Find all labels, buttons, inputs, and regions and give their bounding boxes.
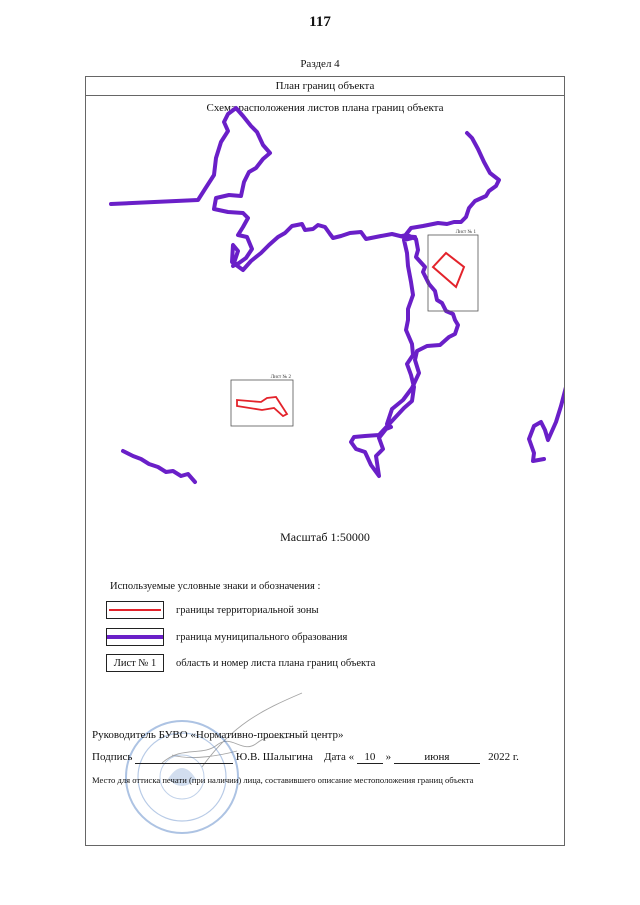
page-number: 117 xyxy=(309,14,331,30)
signature-line xyxy=(92,751,519,764)
municipal-boundary-east xyxy=(351,235,458,476)
legend-title: Используемые условные знаки и обозначения : xyxy=(110,581,321,592)
zone-boundary-sheet-2 xyxy=(237,397,287,416)
scheme-title: Схема расположения листов плана границ объекта xyxy=(206,102,444,114)
legend-item-sheet-area xyxy=(106,653,375,673)
date-label: Дата « xyxy=(323,751,355,763)
sheet-2-label: Лист № 2 xyxy=(270,375,291,380)
legend-item-municipal-boundary xyxy=(106,627,347,647)
legend-symbol-red-line xyxy=(106,601,164,619)
date-day: 10 xyxy=(357,751,383,764)
date-year: 2022 г. xyxy=(488,751,519,763)
frame-title: План границ объекта xyxy=(86,77,564,96)
legend-item-zone-boundary xyxy=(106,600,319,620)
map-scheme xyxy=(86,96,564,516)
stamp-note: Место для оттиска печати (при наличии) лица, составившего описание местоположения границ объекта xyxy=(92,775,474,785)
signer-name: Ю.В. Шалыгина xyxy=(235,751,313,763)
sheet-2-box xyxy=(231,380,293,426)
legend-symbol-sheet-box: Лист № 1 xyxy=(106,654,164,672)
municipal-boundary-north xyxy=(111,108,499,270)
municipal-boundary-far-east xyxy=(529,371,564,461)
legend-label: область и номер листа плана границ объекта xyxy=(176,657,376,669)
scale-label: Масштаб 1:50000 xyxy=(280,530,370,544)
section-label: Раздел 4 xyxy=(300,58,340,70)
municipal-boundary-southwest xyxy=(123,451,195,482)
plan-frame xyxy=(85,76,565,846)
head-line: Руководитель БУВО «Нормативно-проектный центр» xyxy=(92,729,344,741)
legend-label: граница муниципального образования xyxy=(176,631,348,643)
date-month: июня xyxy=(394,751,480,764)
sheet-1-label: Лист № 1 xyxy=(455,230,476,235)
legend-label: границы территориальной зоны xyxy=(176,604,319,616)
zone-boundary-sheet-1 xyxy=(433,253,464,287)
date-close: » xyxy=(385,751,392,763)
signature-blank xyxy=(135,751,233,764)
sign-label: Подпись xyxy=(92,751,133,763)
legend-symbol-purple-line xyxy=(106,628,164,646)
